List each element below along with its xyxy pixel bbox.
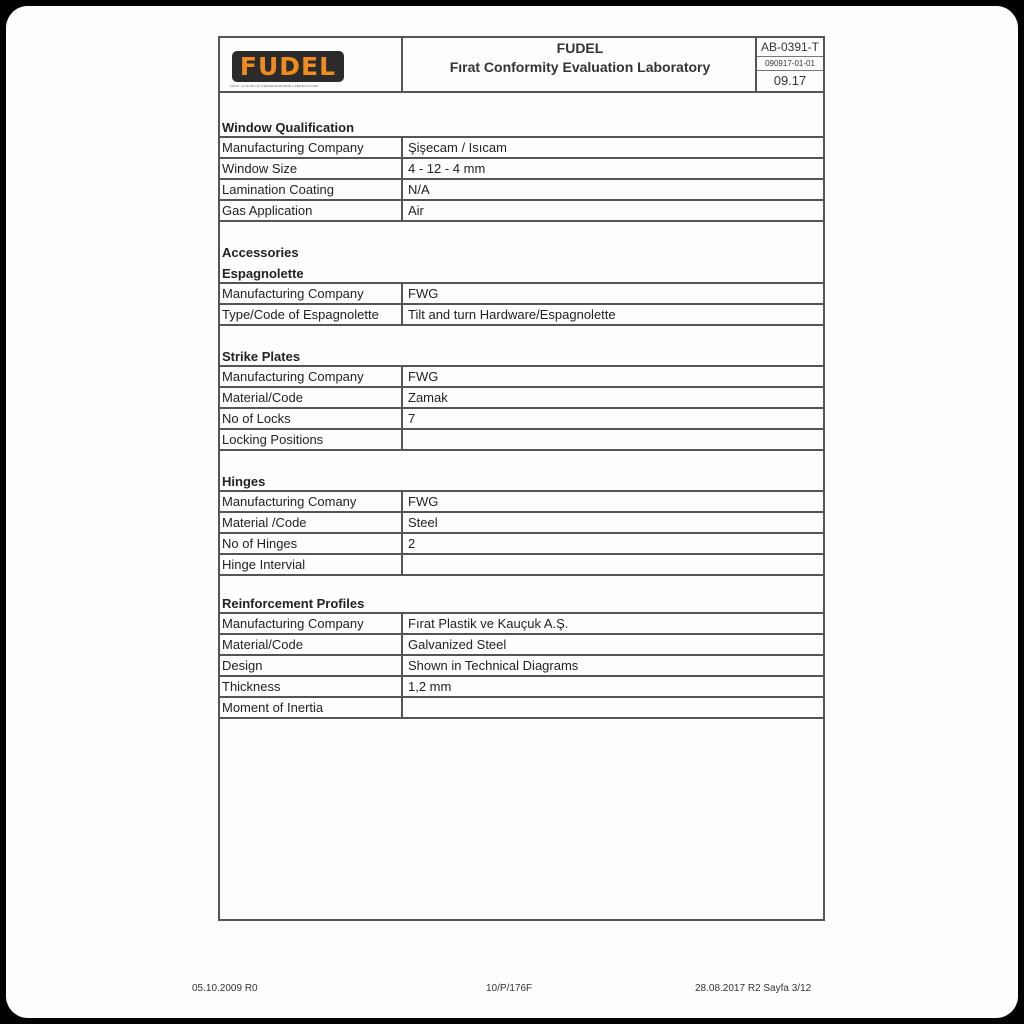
window-qualification-table xyxy=(220,136,823,222)
row-value: N/A xyxy=(408,182,430,197)
date-code: 09.17 xyxy=(773,73,807,88)
lab-name: Fırat Conformity Evaluation Laboratory xyxy=(449,59,711,75)
logo-subtitle: FIRAT UYGUNLUK DEĞERLENDİRME LABORATUVARI xyxy=(230,84,319,88)
table-row xyxy=(220,677,823,698)
row-value: 4 - 12 - 4 mm xyxy=(408,161,486,176)
table-row xyxy=(220,614,823,635)
section-title: Reinforcement Profiles xyxy=(222,596,365,611)
row-label: Manufacturing Company xyxy=(220,614,403,633)
row-label: Lamination Coating xyxy=(220,180,403,199)
header-title-cell xyxy=(405,38,755,91)
row-label: No of Hinges xyxy=(220,534,403,553)
table-row xyxy=(220,409,823,430)
row-label: No of Locks xyxy=(220,409,403,428)
row-value: FWG xyxy=(408,494,439,509)
table-row xyxy=(220,698,823,719)
row-label: Design xyxy=(220,656,403,675)
table-row xyxy=(220,555,823,576)
form-header xyxy=(220,38,823,93)
report-form xyxy=(218,36,825,921)
section-title: Hinges xyxy=(222,474,266,489)
table-row xyxy=(220,159,823,180)
row-value: FWG xyxy=(408,286,439,301)
row-label: Material/Code xyxy=(220,388,403,407)
table-row xyxy=(220,388,823,409)
row-label: Locking Positions xyxy=(220,430,403,449)
table-row xyxy=(220,367,823,388)
row-value: Şişecam / Isıcam xyxy=(408,140,507,155)
org-name: FUDEL xyxy=(556,40,604,56)
section-subtitle: Espagnolette xyxy=(222,266,304,281)
table-row xyxy=(220,492,823,513)
row-label: Gas Application xyxy=(220,201,403,220)
row-label: Hinge Intervial xyxy=(220,555,403,574)
row-label: Manufacturing Company xyxy=(220,284,403,303)
image-frame xyxy=(6,6,1018,1018)
table-row xyxy=(220,305,823,326)
section-title: Accessories xyxy=(222,245,299,260)
reinforcement-profiles-table xyxy=(220,612,823,719)
row-value: Zamak xyxy=(408,390,448,405)
row-label: Material/Code xyxy=(220,635,403,654)
table-row xyxy=(220,430,823,451)
footer-page-info: 28.08.2017 R2 Sayfa 3/12 xyxy=(695,983,812,994)
row-value xyxy=(405,430,823,449)
row-label: Moment of Inertia xyxy=(220,698,403,717)
row-label: Type/Code of Espagnolette xyxy=(220,305,403,324)
doc-code: AB-0391-T xyxy=(757,38,823,57)
header-codes-cell xyxy=(755,38,823,91)
table-row xyxy=(220,534,823,555)
row-value: Fırat Plastik ve Kauçuk A.Ş. xyxy=(408,616,569,631)
fudel-logo xyxy=(232,51,344,82)
row-value: Galvanized Steel xyxy=(408,637,507,652)
espagnolette-table xyxy=(220,282,823,326)
row-label: Manufacturing Company xyxy=(220,138,403,157)
table-row xyxy=(220,656,823,677)
row-label: Material /Code xyxy=(220,513,403,532)
table-row xyxy=(220,138,823,159)
row-value: Tilt and turn Hardware/Espagnolette xyxy=(408,307,616,322)
table-row xyxy=(220,635,823,656)
table-row xyxy=(220,201,823,222)
footer-revision-date: 05.10.2009 R0 xyxy=(192,983,258,994)
row-value: FWG xyxy=(408,369,439,384)
section-title: Window Qualification xyxy=(222,120,355,135)
row-value: 2 xyxy=(408,536,416,551)
row-value: Shown in Technical Diagrams xyxy=(408,658,579,673)
row-value: Steel xyxy=(408,515,438,530)
row-label: Manufacturing Company xyxy=(220,367,403,386)
row-label: Thickness xyxy=(220,677,403,696)
footer-form-code: 10/P/176F xyxy=(486,983,533,994)
row-label: Window Size xyxy=(220,159,403,178)
hinges-table xyxy=(220,490,823,576)
table-row xyxy=(220,284,823,305)
row-value: Air xyxy=(408,203,424,218)
row-value xyxy=(405,555,823,574)
table-row xyxy=(220,180,823,201)
logo-text: FUDEL xyxy=(239,52,337,81)
row-value xyxy=(405,698,823,717)
section-title: Strike Plates xyxy=(222,349,301,364)
strike-plates-table xyxy=(220,365,823,451)
ref-code: 090917-01-01 xyxy=(757,57,823,71)
row-value: 7 xyxy=(408,411,416,426)
document-page xyxy=(6,6,1018,1018)
row-label: Manufacturing Comany xyxy=(220,492,403,511)
logo-cell xyxy=(220,38,403,91)
row-value: 1,2 mm xyxy=(408,679,452,694)
table-row xyxy=(220,513,823,534)
